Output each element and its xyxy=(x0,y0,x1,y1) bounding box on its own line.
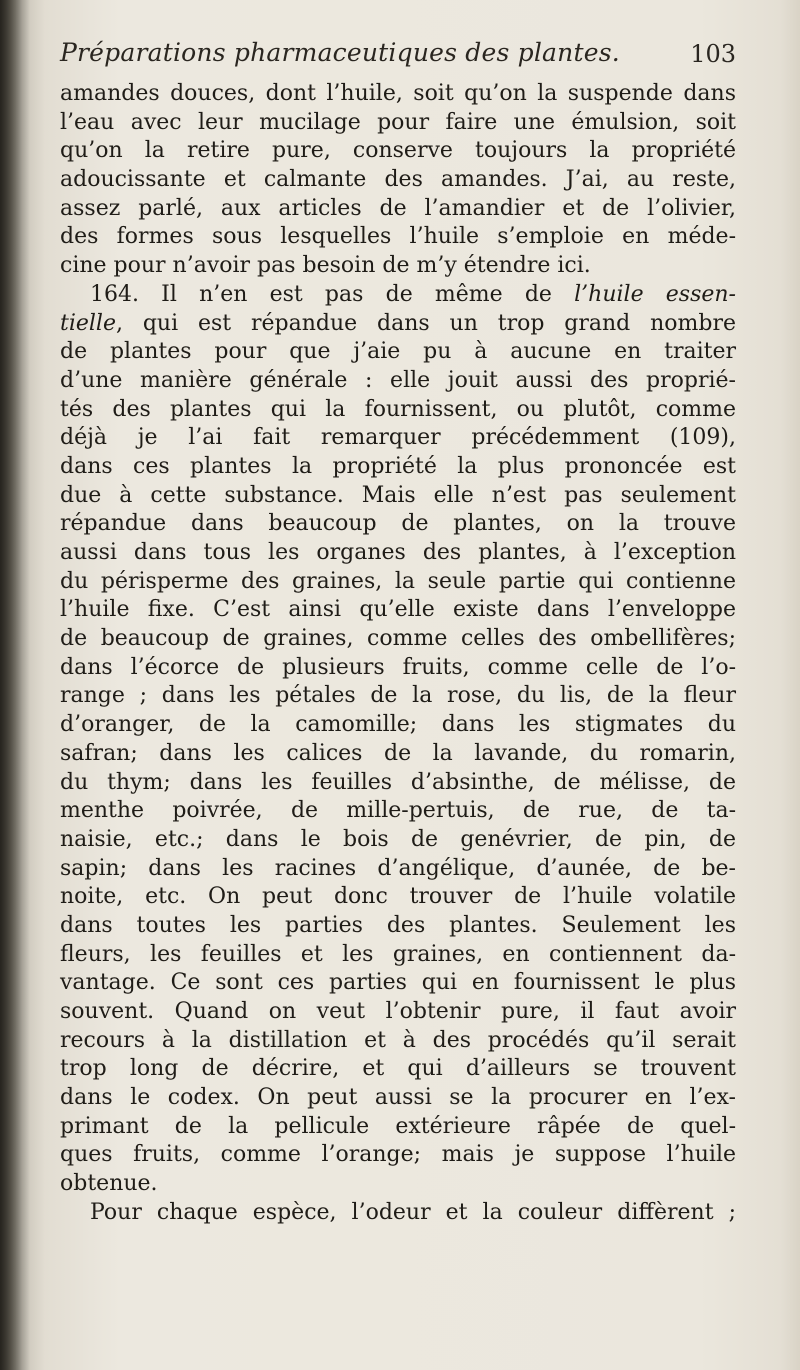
text-line: obtenue. xyxy=(60,1171,158,1197)
text-line: recours à la distillation et à des procédés qu’il serait xyxy=(60,1027,736,1053)
text-line: dans le codex. On peut aussi se la procurer en l’ex- xyxy=(60,1085,736,1111)
text-line: d’une manière générale : elle jouit aussi des proprié- xyxy=(60,367,736,393)
italic-term: l’huile essen- xyxy=(574,281,736,307)
text-line: ques fruits, comme l’orange; mais je suppose l’huile xyxy=(60,1142,736,1168)
text-line: tés des plantes qui la fournissent, ou plutôt, comme xyxy=(60,396,736,422)
text-line: sapin; dans les racines d’angélique, d’aunée, de be- xyxy=(60,855,736,881)
text-line: du thym; dans les feuilles d’absinthe, de mélisse, de xyxy=(60,769,736,795)
text-line: noite, etc. On peut donc trouver de l’huile volatile xyxy=(60,884,736,910)
text-line: dans l’écorce de plusieurs fruits, comme celle de l’o- xyxy=(60,654,736,680)
text-line xyxy=(60,281,736,310)
text-line: naisie, etc.; dans le bois de genévrier, de pin, de xyxy=(60,826,736,852)
binding-gutter-shadow xyxy=(0,0,30,1370)
text-line: du périsperme des graines, la seule partie qui contienne xyxy=(60,568,736,594)
running-title: Préparations pharmaceutiques des plantes. xyxy=(60,38,620,67)
text-line: amandes douces, dont l’huile, soit qu’on la suspende dans xyxy=(60,81,736,106)
text-line: cine pour n’avoir pas besoin de m’y étendre ici. xyxy=(60,253,591,279)
text-line: l’huile fixe. C’est ainsi qu’elle existe dans l’enveloppe xyxy=(60,597,736,623)
italic-term: tielle xyxy=(60,310,116,336)
text-line: safran; dans les calices de la lavande, du romarin, xyxy=(60,740,736,766)
text-line: l’eau avec leur mucilage pour faire une émulsion, soit xyxy=(60,109,736,135)
text-line xyxy=(60,310,736,339)
text-line: primant de la pellicule extérieure râpée de quel- xyxy=(60,1113,736,1139)
text-line: assez parlé, aux articles de l’amandier et de l’olivier, xyxy=(60,195,736,221)
text-line: souvent. Quand on veut l’obtenir pure, il faut avoir xyxy=(60,999,736,1024)
text-line: aussi dans tous les organes des plantes, à l’exception xyxy=(60,540,736,565)
text-line: range ; dans les pétales de la rose, du lis, de la fleur xyxy=(60,683,736,709)
text-line: Pour chaque espèce, l’odeur et la couleur diffèrent ; xyxy=(90,1199,736,1225)
text-line: adoucissante et calmante des amandes. J’ai, au reste, xyxy=(60,167,736,193)
text-line: répandue dans beaucoup de plantes, on la trouve xyxy=(60,511,736,537)
text-segment: 164. Il n’en est pas de même de xyxy=(90,281,575,307)
page-number: 103 xyxy=(690,40,736,68)
text-line: de plantes pour que j’aie pu à aucune en traiter xyxy=(60,339,736,365)
text-line: fleurs, les feuilles et les graines, en contiennent da- xyxy=(60,941,736,967)
text-line: menthe poivrée, de mille-pertuis, de rue, de ta- xyxy=(60,798,736,824)
text-line: dans toutes les parties des plantes. Seulement les xyxy=(60,912,736,938)
text-line: trop long de décrire, et qui d’ailleurs se trouvent xyxy=(60,1056,736,1082)
text-line: des formes sous lesquelles l’huile s’emploie en méde- xyxy=(60,224,736,250)
body-text xyxy=(60,80,736,1228)
text-line: vantage. Ce sont ces parties qui en fournissent le plus xyxy=(60,970,736,996)
text-line: déjà je l’ai fait remarquer précédemment (109), xyxy=(60,425,736,451)
text-segment: , qui est répandue dans un trop grand nombre xyxy=(116,310,736,336)
page-header xyxy=(60,38,736,78)
text-line: d’oranger, de la camomille; dans les stigmates du xyxy=(60,712,736,738)
text-line: dans ces plantes la propriété la plus prononcée est xyxy=(60,453,736,479)
text-line: qu’on la retire pure, conserve toujours la propriété xyxy=(60,138,736,164)
text-line: de beaucoup de graines, comme celles des ombellifères; xyxy=(60,626,736,652)
text-line: due à cette substance. Mais elle n’est pas seulement xyxy=(60,482,736,508)
